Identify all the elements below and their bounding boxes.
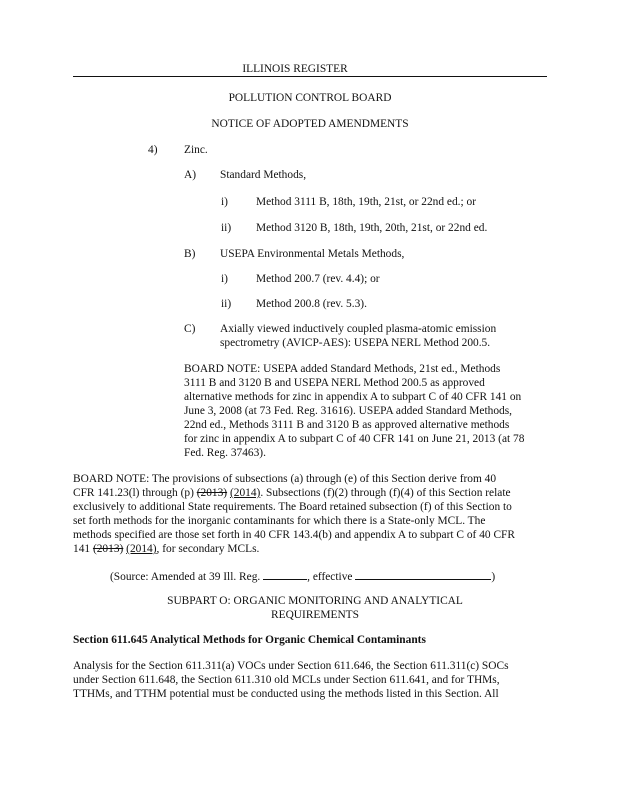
inserted-text: (2014) bbox=[229, 487, 261, 499]
source-prefix: (Source: Amended at 39 Ill. Reg. bbox=[110, 571, 261, 583]
board-note-line: Fed. Reg. 37463). bbox=[184, 447, 266, 459]
section-note-line-2 bbox=[73, 486, 511, 500]
board-note-line: for zinc in appendix A to subpart C of 40 CFR 141 on June 21, 2013 (at 78 bbox=[184, 433, 525, 445]
section-note-line-4: set forth methods for the inorganic contaminants for which there is a State-only MCL. The bbox=[73, 515, 486, 527]
board-note-line: BOARD NOTE: USEPA added Standard Methods, 21st ed., Methods bbox=[184, 363, 501, 375]
section-body-line: Analysis for the Section 611.311(a) VOCs under Section 611.646, the Section 611.311(c) SOCs bbox=[73, 660, 509, 672]
item-4-number: 4) bbox=[148, 144, 158, 156]
board-note-line: June 3, 2008 (at 73 Fed. Reg. 31616). USEPA added Standard Methods, bbox=[184, 405, 512, 417]
item-a-number: A) bbox=[184, 169, 197, 181]
board-note-line: 22nd ed., Methods 3111 B and 3120 B as approved alternative methods bbox=[184, 419, 510, 431]
item-a-ii-number: ii) bbox=[221, 222, 232, 234]
deleted-text: (2013) bbox=[196, 487, 228, 499]
item-c-line-1: Axially viewed inductively coupled plasma-atomic emission bbox=[220, 323, 497, 335]
register-title: ILLINOIS REGISTER bbox=[242, 63, 348, 75]
board-note-line: alternative methods for zinc in appendix A to subpart C of 40 CFR 141 on bbox=[184, 391, 522, 403]
inserted-text: (2014) bbox=[126, 543, 157, 555]
register-page-blank bbox=[263, 568, 307, 580]
section-note-text: 141 bbox=[73, 543, 93, 555]
section-body-line: TTHMs, and TTHM potential must be conducted using the methods listed in this Section. All bbox=[73, 688, 499, 700]
effective-date-blank bbox=[355, 568, 491, 580]
item-b-number: B) bbox=[184, 248, 196, 260]
item-b-label: USEPA Environmental Metals Methods, bbox=[220, 248, 405, 260]
section-note-line-6 bbox=[73, 542, 259, 556]
item-a-ii-text: Method 3120 B, 18th, 19th, 20th, 21st, or 22nd ed. bbox=[256, 222, 488, 234]
item-b-i-text: Method 200.7 (rev. 4.4); or bbox=[256, 273, 380, 285]
section-heading: Section 611.645 Analytical Methods for Organic Chemical Contaminants bbox=[73, 634, 426, 646]
item-a-label: Standard Methods, bbox=[220, 169, 307, 181]
section-note-line-5: methods specified are those set forth in 40 CFR 143.4(b) and appendix A to subpart C of 40 CFR bbox=[73, 529, 515, 541]
item-b-ii-number: ii) bbox=[221, 298, 232, 310]
subpart-title-line-2: REQUIREMENTS bbox=[271, 609, 359, 621]
section-note-text: . Subsections (f)(2) through (f)(4) of this Section relate bbox=[260, 487, 511, 499]
source-close: ) bbox=[491, 571, 496, 583]
source-effective: , effective bbox=[307, 571, 353, 583]
section-note-line-3: exclusively to additional State requirements. The Board retained subsection (f) of this Section to bbox=[73, 501, 512, 513]
section-note-text: , for secondary MCLs. bbox=[156, 543, 260, 555]
board-note-line: 3111 B and 3120 B and USEPA NERL Method 200.5 as approved bbox=[184, 377, 485, 389]
item-b-ii-text: Method 200.8 (rev. 5.3). bbox=[256, 298, 367, 310]
item-b-i-number: i) bbox=[221, 273, 228, 285]
item-c-line-2: spectrometry (AVICP-AES): USEPA NERL Method 200.5. bbox=[220, 337, 491, 349]
section-note-text: CFR 141.23(l) through (p) bbox=[73, 487, 197, 499]
section-note-line-1: BOARD NOTE: The provisions of subsections (a) through (e) of this Section derive from 40 bbox=[73, 473, 497, 485]
board-title: POLLUTION CONTROL BOARD bbox=[228, 92, 392, 104]
item-a-i-text: Method 3111 B, 18th, 19th, 21st, or 22nd ed.; or bbox=[256, 196, 476, 208]
notice-title: NOTICE OF ADOPTED AMENDMENTS bbox=[211, 118, 409, 130]
item-4-label: Zinc. bbox=[184, 144, 208, 156]
source-line bbox=[110, 568, 495, 584]
header-rule bbox=[73, 76, 547, 77]
subpart-title-line-1: SUBPART O: ORGANIC MONITORING AND ANALYTICAL bbox=[167, 595, 463, 607]
item-a-i-number: i) bbox=[221, 196, 228, 208]
section-body-line: under Section 611.648, the Section 611.310 old MCLs under Section 611.641, and for THMs, bbox=[73, 674, 500, 686]
item-c-number: C) bbox=[184, 323, 196, 335]
deleted-text: (2013) bbox=[92, 543, 124, 555]
